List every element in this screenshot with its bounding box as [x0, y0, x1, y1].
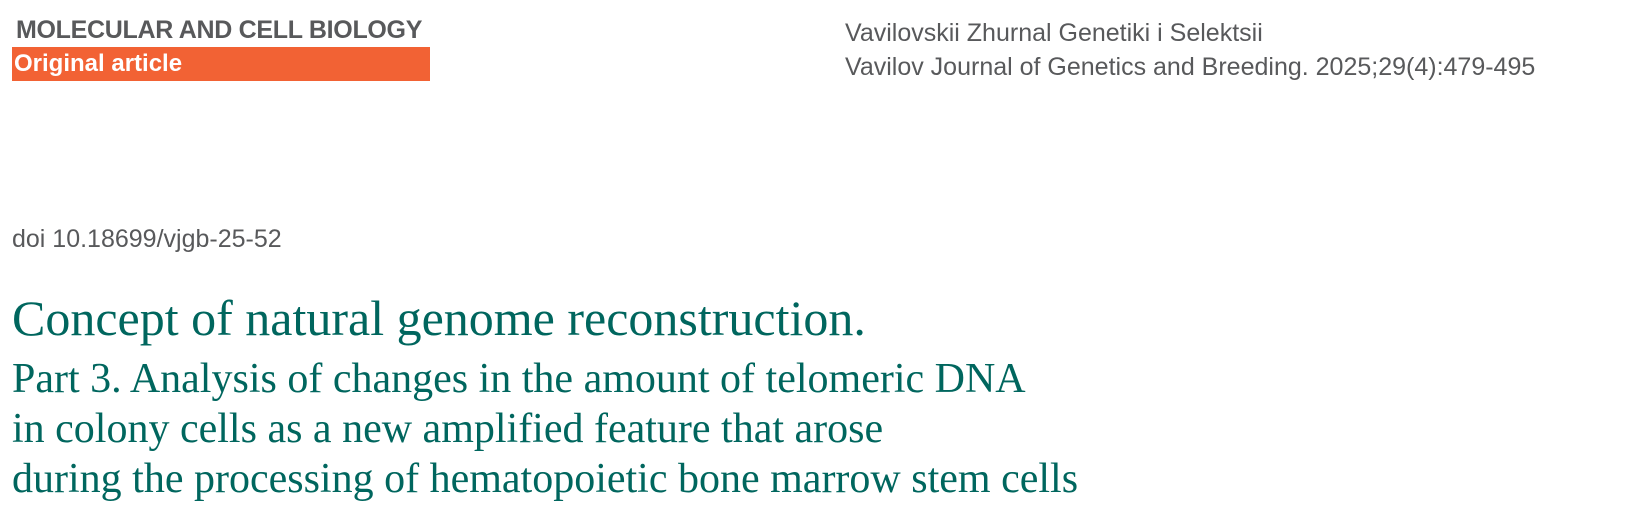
subtitle-line: in colony cells as a new amplified feature that arose — [12, 406, 884, 452]
journal-info — [845, 16, 1535, 84]
article-subtitle — [12, 354, 1078, 504]
subtitle-line: Part 3. Analysis of changes in the amount of telomeric DNA — [12, 356, 1026, 402]
article-title: Concept of natural genome reconstruction. — [12, 290, 866, 346]
article-type-badge: Original article — [12, 47, 430, 81]
section-header — [12, 14, 430, 81]
doi-link[interactable]: doi 10.18699/vjgb-25-52 — [12, 225, 282, 253]
section-title: MOLECULAR AND CELL BIOLOGY — [16, 16, 423, 44]
journal-name-transliterated: Vavilovskii Zhurnal Genetiki i Selektsii — [845, 19, 1263, 47]
journal-citation: Vavilov Journal of Genetics and Breeding. 2025;29(4):479-495 — [845, 53, 1536, 81]
subtitle-line: during the processing of hematopoietic bone marrow stem cells — [12, 456, 1079, 502]
